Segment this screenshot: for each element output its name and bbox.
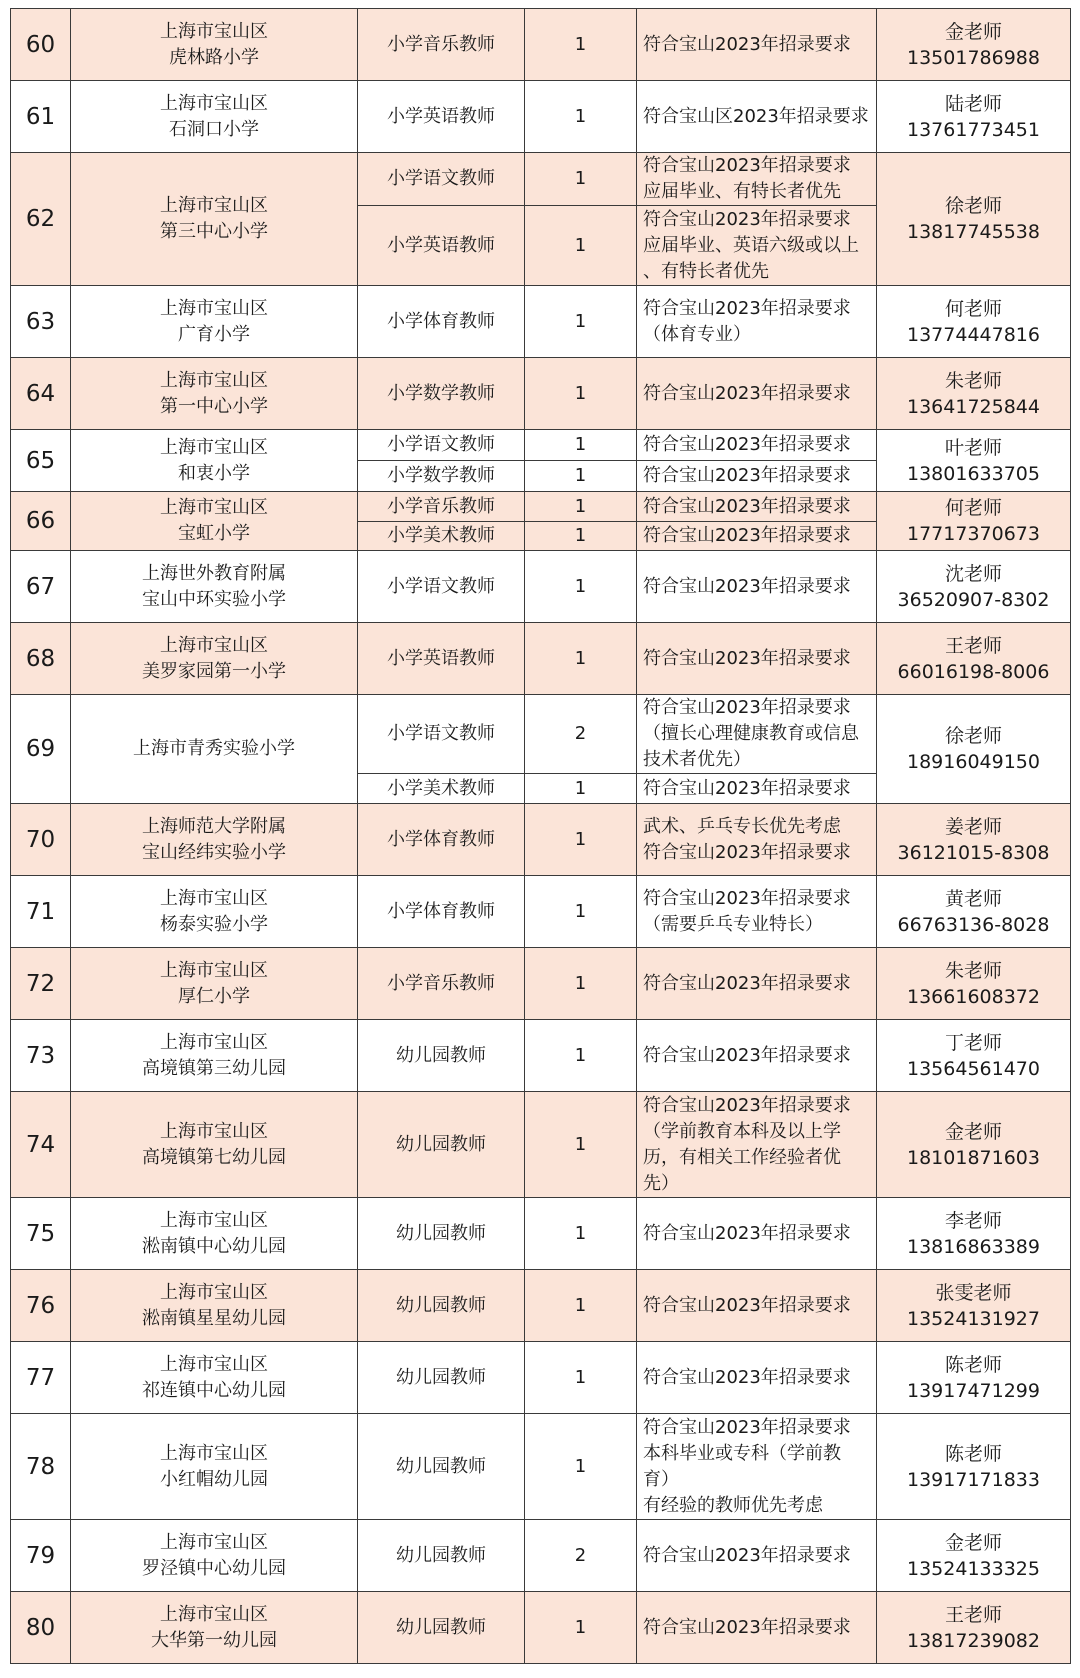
table-row [11,695,1071,774]
row-number: 68 [11,623,71,695]
post-count: 1 [525,804,637,876]
requirement: 符合宝山2023年招录要求 [637,948,877,1020]
table-row [11,153,1071,206]
post-name: 幼儿园教师 [358,1342,525,1414]
post-count: 1 [525,1592,637,1664]
school-name: 上海市宝山区 广育小学 [71,286,358,358]
table-row [11,286,1071,358]
post-name: 幼儿园教师 [358,1414,525,1520]
school-name: 上海世外教育附属 宝山中环实验小学 [71,551,358,623]
table-row [11,1198,1071,1270]
contact-info: 何老师 17717370673 [877,492,1071,551]
school-name: 上海市宝山区 厚仁小学 [71,948,358,1020]
post-count: 1 [525,461,637,492]
row-number: 78 [11,1414,71,1520]
requirement: 符合宝山2023年招录要求 应届毕业、有特长者优先 [637,153,877,206]
post-name: 小学语文教师 [358,430,525,461]
row-number: 67 [11,551,71,623]
post-count: 1 [525,286,637,358]
contact-info: 陆老师 13761773451 [877,81,1071,153]
post-count: 1 [525,1020,637,1092]
table-row [11,876,1071,948]
table-row [11,623,1071,695]
contact-info: 金老师 18101871603 [877,1092,1071,1198]
post-count: 1 [525,81,637,153]
table-row [11,804,1071,876]
post-count: 1 [525,1270,637,1342]
contact-info: 叶老师 13801633705 [877,430,1071,492]
school-name: 上海市宝山区 淞南镇中心幼儿园 [71,1198,358,1270]
requirement: 符合宝山2023年招录要求 本科毕业或专科（学前教 育） 有经验的教师优先考虑 [637,1414,877,1520]
row-number: 64 [11,358,71,430]
row-number: 61 [11,81,71,153]
contact-info: 黄老师 66763136-8028 [877,876,1071,948]
table-row [11,1092,1071,1198]
post-name: 小学数学教师 [358,358,525,430]
post-name: 幼儿园教师 [358,1592,525,1664]
table-row [11,358,1071,430]
table-row [11,1342,1071,1414]
post-name: 小学语文教师 [358,551,525,623]
school-name: 上海市宝山区 第三中心小学 [71,153,358,286]
requirement: 符合宝山2023年招录要求 [637,492,877,522]
contact-info: 张雯老师 13524131927 [877,1270,1071,1342]
post-name: 幼儿园教师 [358,1092,525,1198]
requirement: 武术、乒乓专长优先考虑 符合宝山2023年招录要求 [637,804,877,876]
post-name: 幼儿园教师 [358,1198,525,1270]
post-name: 小学语文教师 [358,153,525,206]
post-count: 1 [525,358,637,430]
table-row [11,1020,1071,1092]
row-number: 72 [11,948,71,1020]
requirement: 符合宝山2023年招录要求 [637,551,877,623]
post-count: 1 [525,153,637,206]
post-name: 小学体育教师 [358,804,525,876]
table-row [11,1520,1071,1592]
post-name: 小学英语教师 [358,81,525,153]
contact-info: 朱老师 13641725844 [877,358,1071,430]
table-body [11,9,1071,1664]
contact-info: 金老师 13501786988 [877,9,1071,81]
post-count: 1 [525,948,637,1020]
row-number: 69 [11,695,71,804]
contact-info: 何老师 13774447816 [877,286,1071,358]
post-name: 幼儿园教师 [358,1020,525,1092]
table-row [11,9,1071,81]
post-count: 1 [525,492,637,522]
post-name: 小学体育教师 [358,286,525,358]
row-number: 71 [11,876,71,948]
school-name: 上海市宝山区 淞南镇星星幼儿园 [71,1270,358,1342]
recruitment-table [10,8,1071,1664]
row-number: 80 [11,1592,71,1664]
contact-info: 王老师 13817239082 [877,1592,1071,1664]
requirement: 符合宝山2023年招录要求 （学前教育本科及以上学 历，有相关工作经验者优 先） [637,1092,877,1198]
requirement: 符合宝山2023年招录要求 [637,522,877,551]
school-name: 上海市宝山区 罗泾镇中心幼儿园 [71,1520,358,1592]
table-row [11,1414,1071,1520]
post-count: 1 [525,1092,637,1198]
requirement: 符合宝山2023年招录要求 [637,9,877,81]
post-count: 1 [525,9,637,81]
school-name: 上海市宝山区 宝虹小学 [71,492,358,551]
requirement: 符合宝山2023年招录要求 （擅长心理健康教育或信息 技术者优先） [637,695,877,774]
post-count: 2 [525,695,637,774]
table-row [11,1592,1071,1664]
row-number: 76 [11,1270,71,1342]
school-name: 上海市宝山区 石洞口小学 [71,81,358,153]
table-row [11,948,1071,1020]
post-name: 小学英语教师 [358,623,525,695]
requirement: 符合宝山2023年招录要求 [637,1020,877,1092]
post-count: 1 [525,522,637,551]
requirement: 符合宝山2023年招录要求 [637,1198,877,1270]
requirement: 符合宝山2023年招录要求 （体育专业） [637,286,877,358]
requirement: 符合宝山2023年招录要求 [637,623,877,695]
contact-info: 陈老师 13917471299 [877,1342,1071,1414]
contact-info: 徐老师 18916049150 [877,695,1071,804]
recruitment-table-wrapper [10,8,1071,1664]
contact-info: 姜老师 36121015-8308 [877,804,1071,876]
requirement: 符合宝山2023年招录要求 [637,1270,877,1342]
school-name: 上海师范大学附属 宝山经纬实验小学 [71,804,358,876]
requirement: 符合宝山2023年招录要求 应届毕业、英语六级或以上 、有特长者优先 [637,206,877,286]
requirement: 符合宝山2023年招录要求 [637,430,877,461]
post-count: 1 [525,623,637,695]
school-name: 上海市宝山区 杨泰实验小学 [71,876,358,948]
post-name: 小学英语教师 [358,206,525,286]
table-row [11,492,1071,522]
post-name: 小学体育教师 [358,876,525,948]
post-name: 小学音乐教师 [358,492,525,522]
post-name: 小学音乐教师 [358,9,525,81]
contact-info: 沈老师 36520907-8302 [877,551,1071,623]
post-count: 2 [525,1520,637,1592]
school-name: 上海市宝山区 祁连镇中心幼儿园 [71,1342,358,1414]
row-number: 79 [11,1520,71,1592]
row-number: 75 [11,1198,71,1270]
row-number: 77 [11,1342,71,1414]
requirement: 符合宝山区2023年招录要求 [637,81,877,153]
post-name: 小学美术教师 [358,774,525,804]
post-name: 小学美术教师 [358,522,525,551]
school-name: 上海市宝山区 虎林路小学 [71,9,358,81]
contact-info: 陈老师 13917171833 [877,1414,1071,1520]
requirement: 符合宝山2023年招录要求 （需要乒乓专业特长） [637,876,877,948]
row-number: 66 [11,492,71,551]
post-name: 小学数学教师 [358,461,525,492]
post-name: 小学音乐教师 [358,948,525,1020]
requirement: 符合宝山2023年招录要求 [637,774,877,804]
contact-info: 朱老师 13661608372 [877,948,1071,1020]
requirement: 符合宝山2023年招录要求 [637,461,877,492]
post-count: 1 [525,206,637,286]
contact-info: 王老师 66016198-8006 [877,623,1071,695]
table-row [11,81,1071,153]
contact-info: 李老师 13816863389 [877,1198,1071,1270]
school-name: 上海市宝山区 高境镇第七幼儿园 [71,1092,358,1198]
post-count: 1 [525,1342,637,1414]
post-count: 1 [525,551,637,623]
post-count: 1 [525,774,637,804]
school-name: 上海市宝山区 高境镇第三幼儿园 [71,1020,358,1092]
post-count: 1 [525,430,637,461]
post-count: 1 [525,1414,637,1520]
post-count: 1 [525,1198,637,1270]
row-number: 65 [11,430,71,492]
table-row [11,430,1071,461]
row-number: 74 [11,1092,71,1198]
contact-info: 徐老师 13817745538 [877,153,1071,286]
requirement: 符合宝山2023年招录要求 [637,358,877,430]
contact-info: 丁老师 13564561470 [877,1020,1071,1092]
requirement: 符合宝山2023年招录要求 [637,1520,877,1592]
row-number: 62 [11,153,71,286]
row-number: 73 [11,1020,71,1092]
table-row [11,1270,1071,1342]
school-name: 上海市宝山区 美罗家园第一小学 [71,623,358,695]
contact-info: 金老师 13524133325 [877,1520,1071,1592]
school-name: 上海市青秀实验小学 [71,695,358,804]
row-number: 63 [11,286,71,358]
post-name: 幼儿园教师 [358,1520,525,1592]
school-name: 上海市宝山区 小红帽幼儿园 [71,1414,358,1520]
row-number: 60 [11,9,71,81]
post-name: 小学语文教师 [358,695,525,774]
school-name: 上海市宝山区 第一中心小学 [71,358,358,430]
table-row [11,551,1071,623]
requirement: 符合宝山2023年招录要求 [637,1342,877,1414]
school-name: 上海市宝山区 大华第一幼儿园 [71,1592,358,1664]
post-name: 幼儿园教师 [358,1270,525,1342]
row-number: 70 [11,804,71,876]
requirement: 符合宝山2023年招录要求 [637,1592,877,1664]
post-count: 1 [525,876,637,948]
school-name: 上海市宝山区 和衷小学 [71,430,358,492]
